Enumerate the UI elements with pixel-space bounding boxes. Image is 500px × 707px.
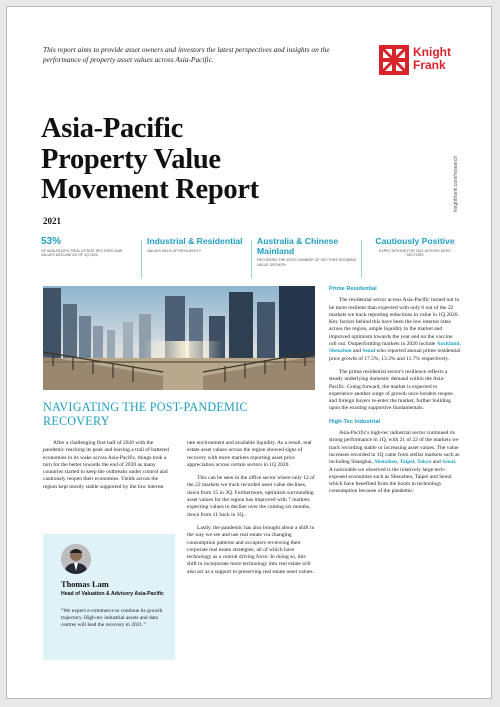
stat-item — [41, 237, 137, 281]
brand-wordmark — [413, 46, 451, 72]
title-line-1: Asia-Pacific — [41, 113, 184, 144]
side-url: knightfrank.com/research — [453, 155, 459, 212]
paragraph-text: Asia-Pacific's high-tec industrial sector continued its strong performance in 1Q, with 21 of 22 of the markets we track recording stable or increasing asset values. The value increases recorded in 1Q came from stellar markets such as including Shanghai, — [329, 430, 460, 466]
highlight-city: Shenzhen — [329, 348, 352, 355]
stat-divider — [141, 240, 142, 278]
brand-line-2: Frank — [413, 58, 446, 72]
stat-item — [147, 237, 247, 281]
separator-text: , — [459, 341, 461, 348]
avatar — [61, 544, 91, 574]
paragraph: The prime residential sector's resilience reflects a steady underlying domestic demand within the Asia-Pacific. Going forward, the market is expected to experience another surge of growth once borders reopen and foreign buyers re-enter the market, further building upon the existing supportive fundamentals. — [329, 368, 453, 412]
stat-value: Cautiously Positive — [375, 236, 455, 246]
quote-box — [43, 534, 175, 660]
highlight-city: Shenzhen — [374, 459, 397, 466]
article-column-1 — [43, 440, 173, 497]
stat-value: Industrial & Residential — [147, 236, 243, 246]
knight-frank-logo — [379, 43, 469, 77]
subheading-prime-residential: Prime Residential — [329, 286, 377, 292]
stat-value: 53% — [41, 236, 62, 247]
paragraph-text: who reported annual prime residential price growth of 17.5%, 13.3% and 11.7% respectively. — [329, 348, 461, 362]
stat-caption: EXPECTATIONS FOR 2021 ACROSS MOST SECTORS — [378, 248, 452, 258]
quote-author-name: Thomas Lam — [61, 580, 109, 589]
intro-text: This report aims to provide asset owners and investors the latest perspectives and insights on the performance of property asset values across Asia-Pacific. — [43, 45, 330, 64]
paragraph: This can be seen in the office sector where only 12 of the 22 markets we track recorded asset value declines, down from 15 in 3Q. Furthermore, optimism surrounding asset values for the region has improved with 7 markets expecting values to decline over the coming six months, down from 11 back in 3Q. — [187, 475, 315, 518]
paragraph: Lastly, the pandemic has also brought about a shift in the way we see and use real estate via changing consumption patterns and occupiers reviewing their corporate real estate strategies; all of which have technology as a central driving force. In doing so, this shift to incorporate more technology into real estate will also act as a support to preserving real estate asset values. — [187, 524, 315, 575]
city-skyline-photo — [43, 286, 315, 390]
stat-divider — [361, 240, 362, 278]
separator-text: , — [414, 459, 417, 466]
article-column-2 — [187, 440, 315, 582]
title-line-2: Property Value — [41, 143, 221, 175]
subheading-industrial: High-Tec Industrial — [329, 418, 381, 425]
paragraph-text: The residential sector across Asia-Pacific turned out to be more resilient than expected with only 6 out of the 22 markets we track reporting reductions in value in 1Q 2020. Key factors behind this have been the low interest rates across the region, ample liquidity in the market and improved optimism towards the year end on the vaccine roll out. Outperforming markets in 2020 include — [329, 297, 460, 348]
paragraph: rate environment and available liquidity. As a result, real estate asset values across the region showed signs of recovery with more markets reporting asset price appreciation across certain sectors in 1Q 2020. — [187, 440, 312, 468]
highlight-city: Auckland — [436, 341, 460, 348]
title-line-3: Movement Report — [41, 174, 259, 205]
separator-text: and — [351, 348, 363, 355]
report-year: 2021 — [43, 216, 61, 226]
separator-text: and — [431, 459, 443, 466]
report-cover-page — [6, 6, 492, 699]
stat-caption: RECORDED THE MOST NUMBER OF SECTORS SHOWING VALUE GROWTH — [257, 258, 357, 267]
stat-caption: OF ASIA-PACIFIC REAL ESTATE SECTORS SAW VALUES DECLINE AS OF 1Q 2020 — [41, 248, 123, 258]
knight-frank-logo-icon — [379, 45, 409, 75]
quote-text: “We expect e-commerce to continue its growth trajectory. High-tec industrial assets and data centres will lead the recovery in 2021.” — [61, 608, 163, 628]
paragraph — [329, 297, 461, 363]
quote-author-role: Head of Valuation & Advisory Asia-Pacific — [61, 591, 164, 597]
stat-divider — [251, 240, 252, 278]
highlight-city: Tokyo — [416, 459, 432, 466]
paragraph — [329, 430, 461, 496]
section-headline: NAVIGATING THE POST-PANDEMIC RECOVERY — [43, 400, 248, 428]
stat-item — [371, 237, 459, 281]
stat-caption: VALUES HELD UP RESILIENTLY — [147, 248, 202, 253]
separator-text: , — [397, 459, 400, 466]
stat-item — [257, 237, 357, 281]
highlight-city: Seoul — [362, 348, 376, 355]
report-title — [41, 114, 401, 206]
key-stats — [41, 237, 461, 283]
highlight-city: Taipei — [399, 459, 415, 466]
stat-value: Australia & Chinese Mainland — [257, 236, 339, 256]
article-column-3 — [329, 286, 461, 502]
brand-line-1: Knight — [413, 45, 451, 59]
paragraph: After a challenging first half of 2020 with the pandemic reaching its peak and leaving a trail of battered economies in its wake across Asia-Pacific, things took a turn for the better towards the end of 2020 as many countries started to keep the outbreaks under control and cautiously reopen their economies. Yields across the region kept mostly stable supported by the low interest — [43, 440, 169, 490]
highlight-city: Seoul — [442, 459, 456, 466]
paragraph-text: . A noticeable we observed is the relatively large tech-exposed economies such as Shenzhen, Taipei and Seoul which have benefited from the boom in technology consumption because of the pandemic. — [329, 459, 457, 495]
